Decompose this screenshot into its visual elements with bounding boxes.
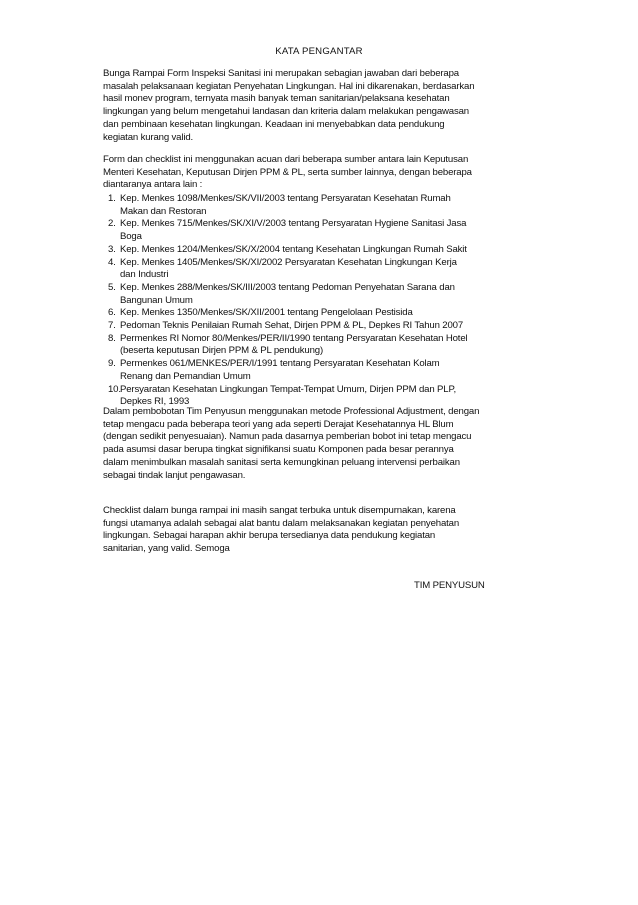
- reference-number: 5.: [108, 281, 116, 293]
- reference-text: (beserta keputusan Dirjen PPM & PL pendukung): [120, 345, 324, 357]
- paragraph-line: Checklist dalam bunga rampai ini masih sangat terbuka untuk disempurnakan, karena: [103, 505, 456, 516]
- reference-number: 4.: [108, 256, 116, 268]
- reference-text: Renang dan Pemandian Umum: [120, 370, 251, 382]
- reference-text: Makan dan Restoran: [120, 205, 207, 217]
- reference-item: [103, 257, 517, 282]
- paragraph-line: tetap mengacu pada beberapa teori yang ada seperti Derajat Kesehatannya HL Blum: [103, 418, 454, 430]
- reference-text: Kep. Menkes 1405/Menkes/SK/XI/2002 Persyaratan Kesehatan Lingkungan Kerja: [120, 256, 457, 268]
- reference-number: 9.: [108, 358, 116, 370]
- page-title: KATA PENGANTAR: [275, 46, 363, 57]
- reference-text: Boga: [120, 231, 142, 243]
- reference-text: Pedoman Teknis Penilaian Rumah Sehat, Dirjen PPM & PL, Depkes RI Tahun 2007: [120, 320, 464, 332]
- closing-paragraph: [103, 505, 517, 556]
- paragraph-line: (dengan sedikit penyesuaian). Namun pada dasarnya pemberian bobot ini tetap mengacu: [103, 431, 472, 443]
- reference-text: Permenkes RI Nomor 80/Menkes/PER/II/1990 tentang Persyaratan Kesehatan Hotel: [120, 332, 468, 344]
- weighting-paragraph: [103, 406, 517, 482]
- reference-number: 8.: [108, 332, 116, 344]
- intro-paragraph: [103, 68, 517, 144]
- references-intro-paragraph: [103, 154, 517, 192]
- signature: TIM PENYUSUN: [414, 580, 485, 591]
- paragraph-line: Dalam pembobotan Tim Penyusun menggunakan metode Professional Adjustment, dengan: [103, 406, 480, 417]
- reference-number: 10.: [108, 383, 121, 395]
- paragraph-line: lingkungan. Sebagai harapan akhir berupa tersedianya data pendukung kegiatan: [103, 530, 436, 542]
- reference-item: [103, 218, 517, 243]
- reference-text: dan Industri: [120, 269, 169, 281]
- reference-number: 2.: [108, 218, 116, 230]
- reference-item: [103, 358, 517, 383]
- paragraph-line: fungsi utamanya adalah sebagai alat bantu dalam melaksanakan kegiatan penyehatan: [103, 517, 460, 529]
- reference-item: [103, 193, 517, 218]
- reference-number: 1.: [108, 193, 116, 204]
- reference-item: [103, 307, 517, 320]
- reference-number: 7.: [108, 320, 116, 332]
- paragraph-line: Bunga Rampai Form Inspeksi Sanitasi ini merupakan sebagian jawaban dari beberapa: [103, 68, 459, 79]
- reference-text: Kep. Menkes 715/Menkes/SK/XI/V/2003 tentang Persyaratan Hygiene Sanitasi Jasa: [120, 218, 467, 230]
- paragraph-line: dan pembinaan kesehatan lingkungan. Keadaan ini menyebabkan data pendukung: [103, 118, 445, 130]
- reference-text: Kep. Menkes 1098/Menkes/SK/VII/2003 tentang Persyaratan Kesehatan Rumah: [120, 193, 451, 204]
- reference-list: [103, 193, 517, 409]
- paragraph-line: pada asumsi dasar berupa tingkat signifikansi suatu Komponen pada besar perannya: [103, 444, 454, 456]
- paragraph-line: sebagai tindak lanjut pengawasan.: [103, 469, 246, 481]
- paragraph-line: sanitarian, yang valid. Semoga: [103, 543, 230, 555]
- paragraph-line: diantaranya antara lain :: [103, 179, 203, 191]
- paragraph-line: lingkungan yang belum mengetahui landasan dan kriteria dalam melakukan pengawasan: [103, 106, 469, 118]
- reference-text: Kep. Menkes 288/Menkes/SK/III/2003 tentang Pedoman Penyehatan Sarana dan: [120, 281, 455, 293]
- reference-number: 6.: [108, 307, 116, 319]
- reference-number: 3.: [108, 243, 116, 255]
- reference-text: Depkes RI, 1993: [120, 396, 190, 408]
- paragraph-line: hasil monev program, ternyata masih banyak teman sanitarian/pelaksana kesehatan: [103, 93, 450, 105]
- reference-item: [103, 244, 517, 257]
- reference-text: Permenkes 061/MENKES/PER/I/1991 tentang Persyaratan Kesehatan Kolam: [120, 358, 440, 370]
- paragraph-line: Menteri Kesehatan, Keputusan Dirjen PPM & PL, serta sumber lainnya, dengan beberapa: [103, 166, 472, 178]
- paragraph-line: masalah pelaksanaan kegiatan Penyehatan Lingkungan. Hal ini dikarenakan, berdasarkan: [103, 80, 475, 92]
- reference-text: Bangunan Umum: [120, 294, 193, 306]
- reference-text: Persyaratan Kesehatan Lingkungan Tempat-Tempat Umum, Dirjen PPM dan PLP,: [120, 383, 457, 395]
- reference-item: [103, 282, 517, 307]
- paragraph-line: kegiatan kurang valid.: [103, 131, 194, 143]
- reference-item: [103, 333, 517, 358]
- reference-text: Kep. Menkes 1350/Menkes/SK/XII/2001 tentang Pengelolaan Pestisida: [120, 307, 413, 319]
- reference-text: Kep. Menkes 1204/Menkes/SK/X/2004 tentang Kesehatan Lingkungan Rumah Sakit: [120, 243, 467, 255]
- paragraph-line: dalam menimbulkan masalah sanitasi serta kemungkinan peluang intervensi perbaikan: [103, 456, 460, 468]
- paragraph-line: Form dan checklist ini menggunakan acuan dari beberapa sumber antara lain Keputusan: [103, 154, 469, 165]
- reference-item: [103, 320, 517, 333]
